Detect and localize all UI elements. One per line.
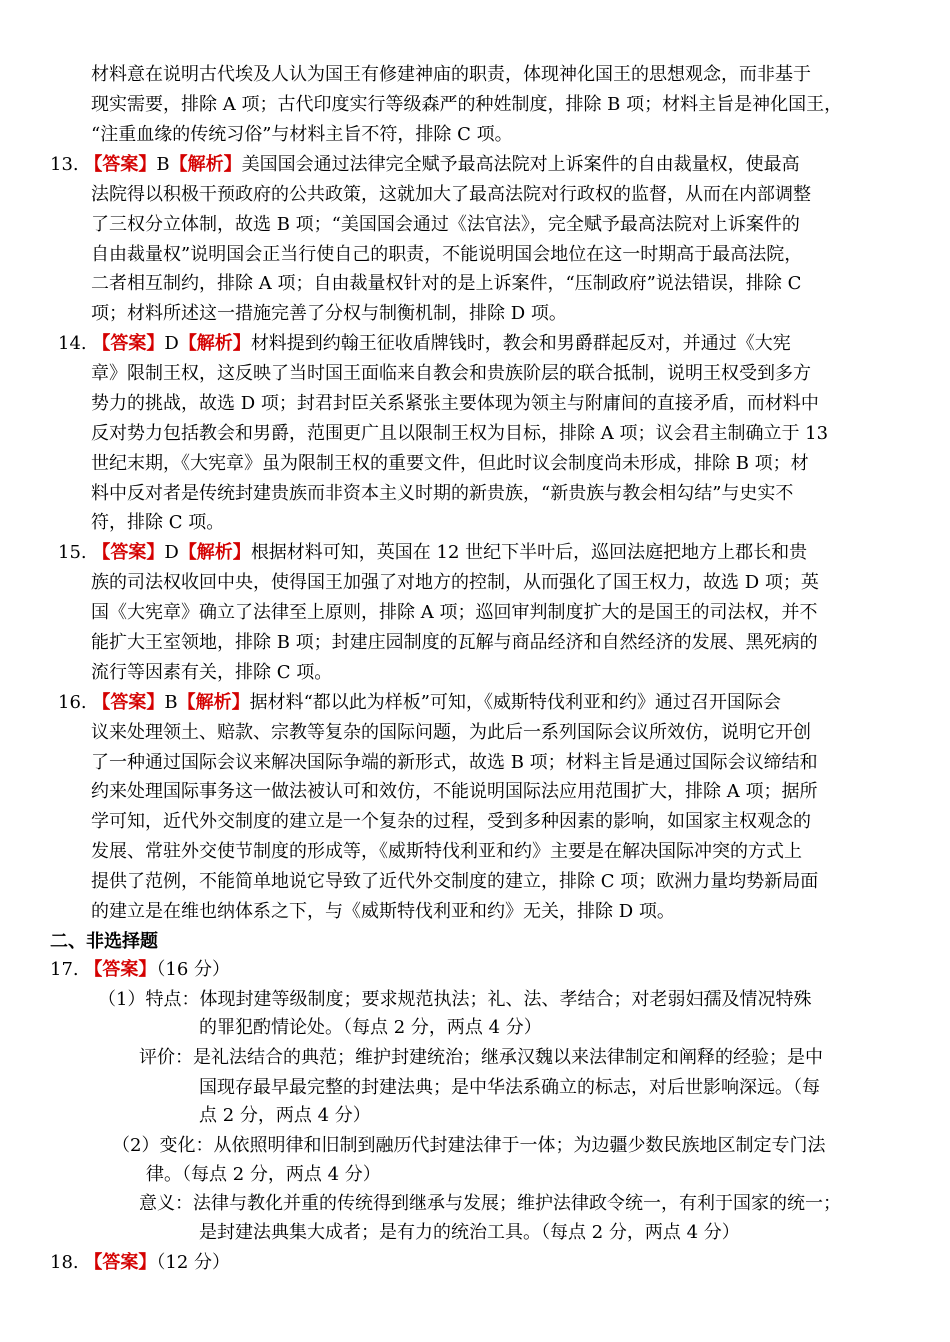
- analysis-label: 【解析】: [169, 154, 242, 175]
- text-line: 符，排除 C 项。: [91, 512, 225, 533]
- text-line: “注重血缘的传统习俗”与材料主旨不符，排除 C 项。: [91, 124, 513, 145]
- text-line: 料中反对者是传统封建贵族而非资本主义时期的新贵族，“新贵族与教会相勾结”与史实不: [91, 483, 794, 504]
- question-17-header: [50, 958, 230, 982]
- text-line: 章》限制王权，这反映了当时国王面临来自教会和贵族阶层的联合抵制，说明王权受到多方: [91, 363, 811, 384]
- answer-label: 【答案】: [92, 542, 165, 563]
- analysis-text: 美国国会通过法律完全赋予最高法院对上诉案件的自由裁量权，使最高: [241, 154, 800, 175]
- text-line: 能扩大王室领地，排除 B 项；封建庄园制度的瓦解与商品经济和自然经济的发展、黑死病的: [91, 632, 818, 653]
- text-line: 学可知，近代外交制度的建立是一个复杂的过程，受到多种因素的影响，如国家主权观念的: [91, 811, 811, 832]
- answer-label: 【答案】: [92, 692, 165, 713]
- text-line: （1）特点：体现封建等级制度；要求规范执法；礼、法、孝结合；对老弱妇孺及情况特殊: [98, 989, 812, 1010]
- text-line: 族的司法权收回中央，使得国王加强了对地方的控制，从而强化了国王权力，故选 D 项；英: [91, 572, 819, 593]
- text-line: 发展、常驻外交使节制度的形成等，《威斯特伐利亚和约》主要是在解决国际冲突的方式上: [91, 841, 802, 862]
- question-number: 15.: [58, 542, 87, 563]
- text-line: 国现存最早最完整的封建法典；是中华法系确立的标志，对后世影响深远。（每: [199, 1077, 820, 1098]
- text-line: 议来处理领土、赔款、宗教等复杂的国际问题，为此后一系列国际会议所效仿，说明它开创: [91, 722, 811, 743]
- text-line: 的罪犯酌情论处。（每点 2 分，两点 4 分）: [199, 1017, 542, 1038]
- text-line: 项；材料所述这一措施完善了分权与制衡机制，排除 D 项。: [91, 303, 567, 324]
- text-line: 的建立是在维也纳体系之下，与《威斯特伐利亚和约》无关，排除 D 项。: [91, 901, 675, 922]
- text-line: 提供了范例，不能简单地说它导致了近代外交制度的建立，排除 C 项；欧洲力量均势新局面: [91, 871, 819, 892]
- question-16-first-line: [58, 691, 781, 715]
- text-line: 材料意在说明古代埃及人认为国王有修建神庙的职责，体现神化国王的思想观念，而非基于: [91, 64, 811, 85]
- text-line: 自由裁量权”说明国会正当行使自己的职责，不能说明国会地位在这一时期高于最高法院，: [91, 244, 803, 265]
- text-line: 意义：法律与教化并重的传统得到继承与发展；维护法律政令统一，有利于国家的统一；: [139, 1193, 841, 1214]
- answer-label: 【答案】: [84, 154, 157, 175]
- analysis-text: 据材料“都以此为样板”可知，《威斯特伐利亚和约》通过召开国际会: [249, 692, 782, 713]
- text-line: （2）变化：从依照明律和旧制到融历代封建法律于一体；为边疆少数民族地区制定专门法: [112, 1135, 826, 1156]
- question-number: 14.: [58, 333, 87, 354]
- question-number: 16.: [58, 692, 87, 713]
- answer-label: 【答案】: [84, 959, 157, 980]
- analysis-label: 【解析】: [178, 542, 251, 563]
- text-line: 世纪末期，《大宪章》虽为限制王权的重要文件，但此时议会制度尚未形成，排除 B 项；材: [91, 453, 809, 474]
- analysis-label: 【解析】: [178, 333, 251, 354]
- analysis-text: 根据材料可知，英国在 12 世纪下半叶后，巡回法庭把地方上郡长和贵: [250, 542, 808, 563]
- question-14-first-line: [58, 332, 791, 356]
- analysis-text: 材料提到约翰王征收盾牌钱时，教会和男爵群起反对，并通过《大宪: [250, 333, 791, 354]
- answer-label: 【答案】: [84, 1252, 157, 1273]
- text-line: 现实需要，排除 A 项；古代印度实行等级森严的种姓制度，排除 B 项；材料主旨是神化国王，: [91, 94, 843, 115]
- question-number: 13.: [50, 154, 79, 175]
- text-line: 约来处理国际事务这一做法被认可和效仿，不能说明国际法应用范围扩大，排除 A 项；据所: [91, 781, 818, 802]
- question-18-header: [50, 1251, 230, 1275]
- text-line: 点 2 分，两点 4 分）: [199, 1105, 371, 1126]
- analysis-label: 【解析】: [177, 692, 250, 713]
- section-heading: 二、非选择题: [50, 931, 158, 952]
- answer-value: D: [164, 333, 179, 354]
- question-number: 17.: [50, 959, 79, 980]
- question-number: 18.: [50, 1252, 79, 1273]
- score: （12 分）: [156, 1252, 231, 1273]
- text-line: 评价：是礼法结合的典范；维护封建统治；继承汉魏以来法律制定和阐释的经验；是中: [139, 1047, 823, 1068]
- answer-value: B: [164, 692, 178, 713]
- question-13-first-line: [50, 153, 800, 177]
- text-line: 是封建法典集大成者；是有力的统治工具。（每点 2 分，两点 4 分）: [199, 1222, 740, 1243]
- text-line: 反对势力包括教会和男爵，范围更广且以限制王权为目标，排除 A 项；议会君主制确立于 13: [91, 423, 829, 444]
- text-line: 律。（每点 2 分，两点 4 分）: [146, 1164, 381, 1185]
- answer-value: D: [164, 542, 179, 563]
- answer-value: B: [156, 154, 170, 175]
- text-line: 了一种通过国际会议来解决国际争端的新形式，故选 B 项；材料主旨是通过国际会议缔结和: [91, 752, 818, 773]
- answer-label: 【答案】: [92, 333, 165, 354]
- text-line: 国《大宪章》确立了法律至上原则，排除 A 项；巡回审判制度扩大的是国王的司法权，并不: [91, 602, 818, 623]
- score: （16 分）: [156, 959, 231, 980]
- text-line: 法院得以积极干预政府的公共政策，这就加大了最高法院对行政权的监督，从而在内部调整: [91, 184, 811, 205]
- text-line: 了三权分立体制，故选 B 项；“美国国会通过《法官法》，完全赋予最高法院对上诉案件的: [91, 214, 800, 235]
- question-15-first-line: [58, 541, 807, 565]
- text-line: 二者相互制约，排除 A 项；自由裁量权针对的是上诉案件，“压制政府”说法错误，排除 C: [91, 273, 802, 294]
- text-line: 势力的挑战，故选 D 项；封君封臣关系紧张主要体现为领主与附庸间的直接矛盾，而材料中: [91, 393, 819, 414]
- text-line: 流行等因素有关，排除 C 项。: [91, 662, 333, 683]
